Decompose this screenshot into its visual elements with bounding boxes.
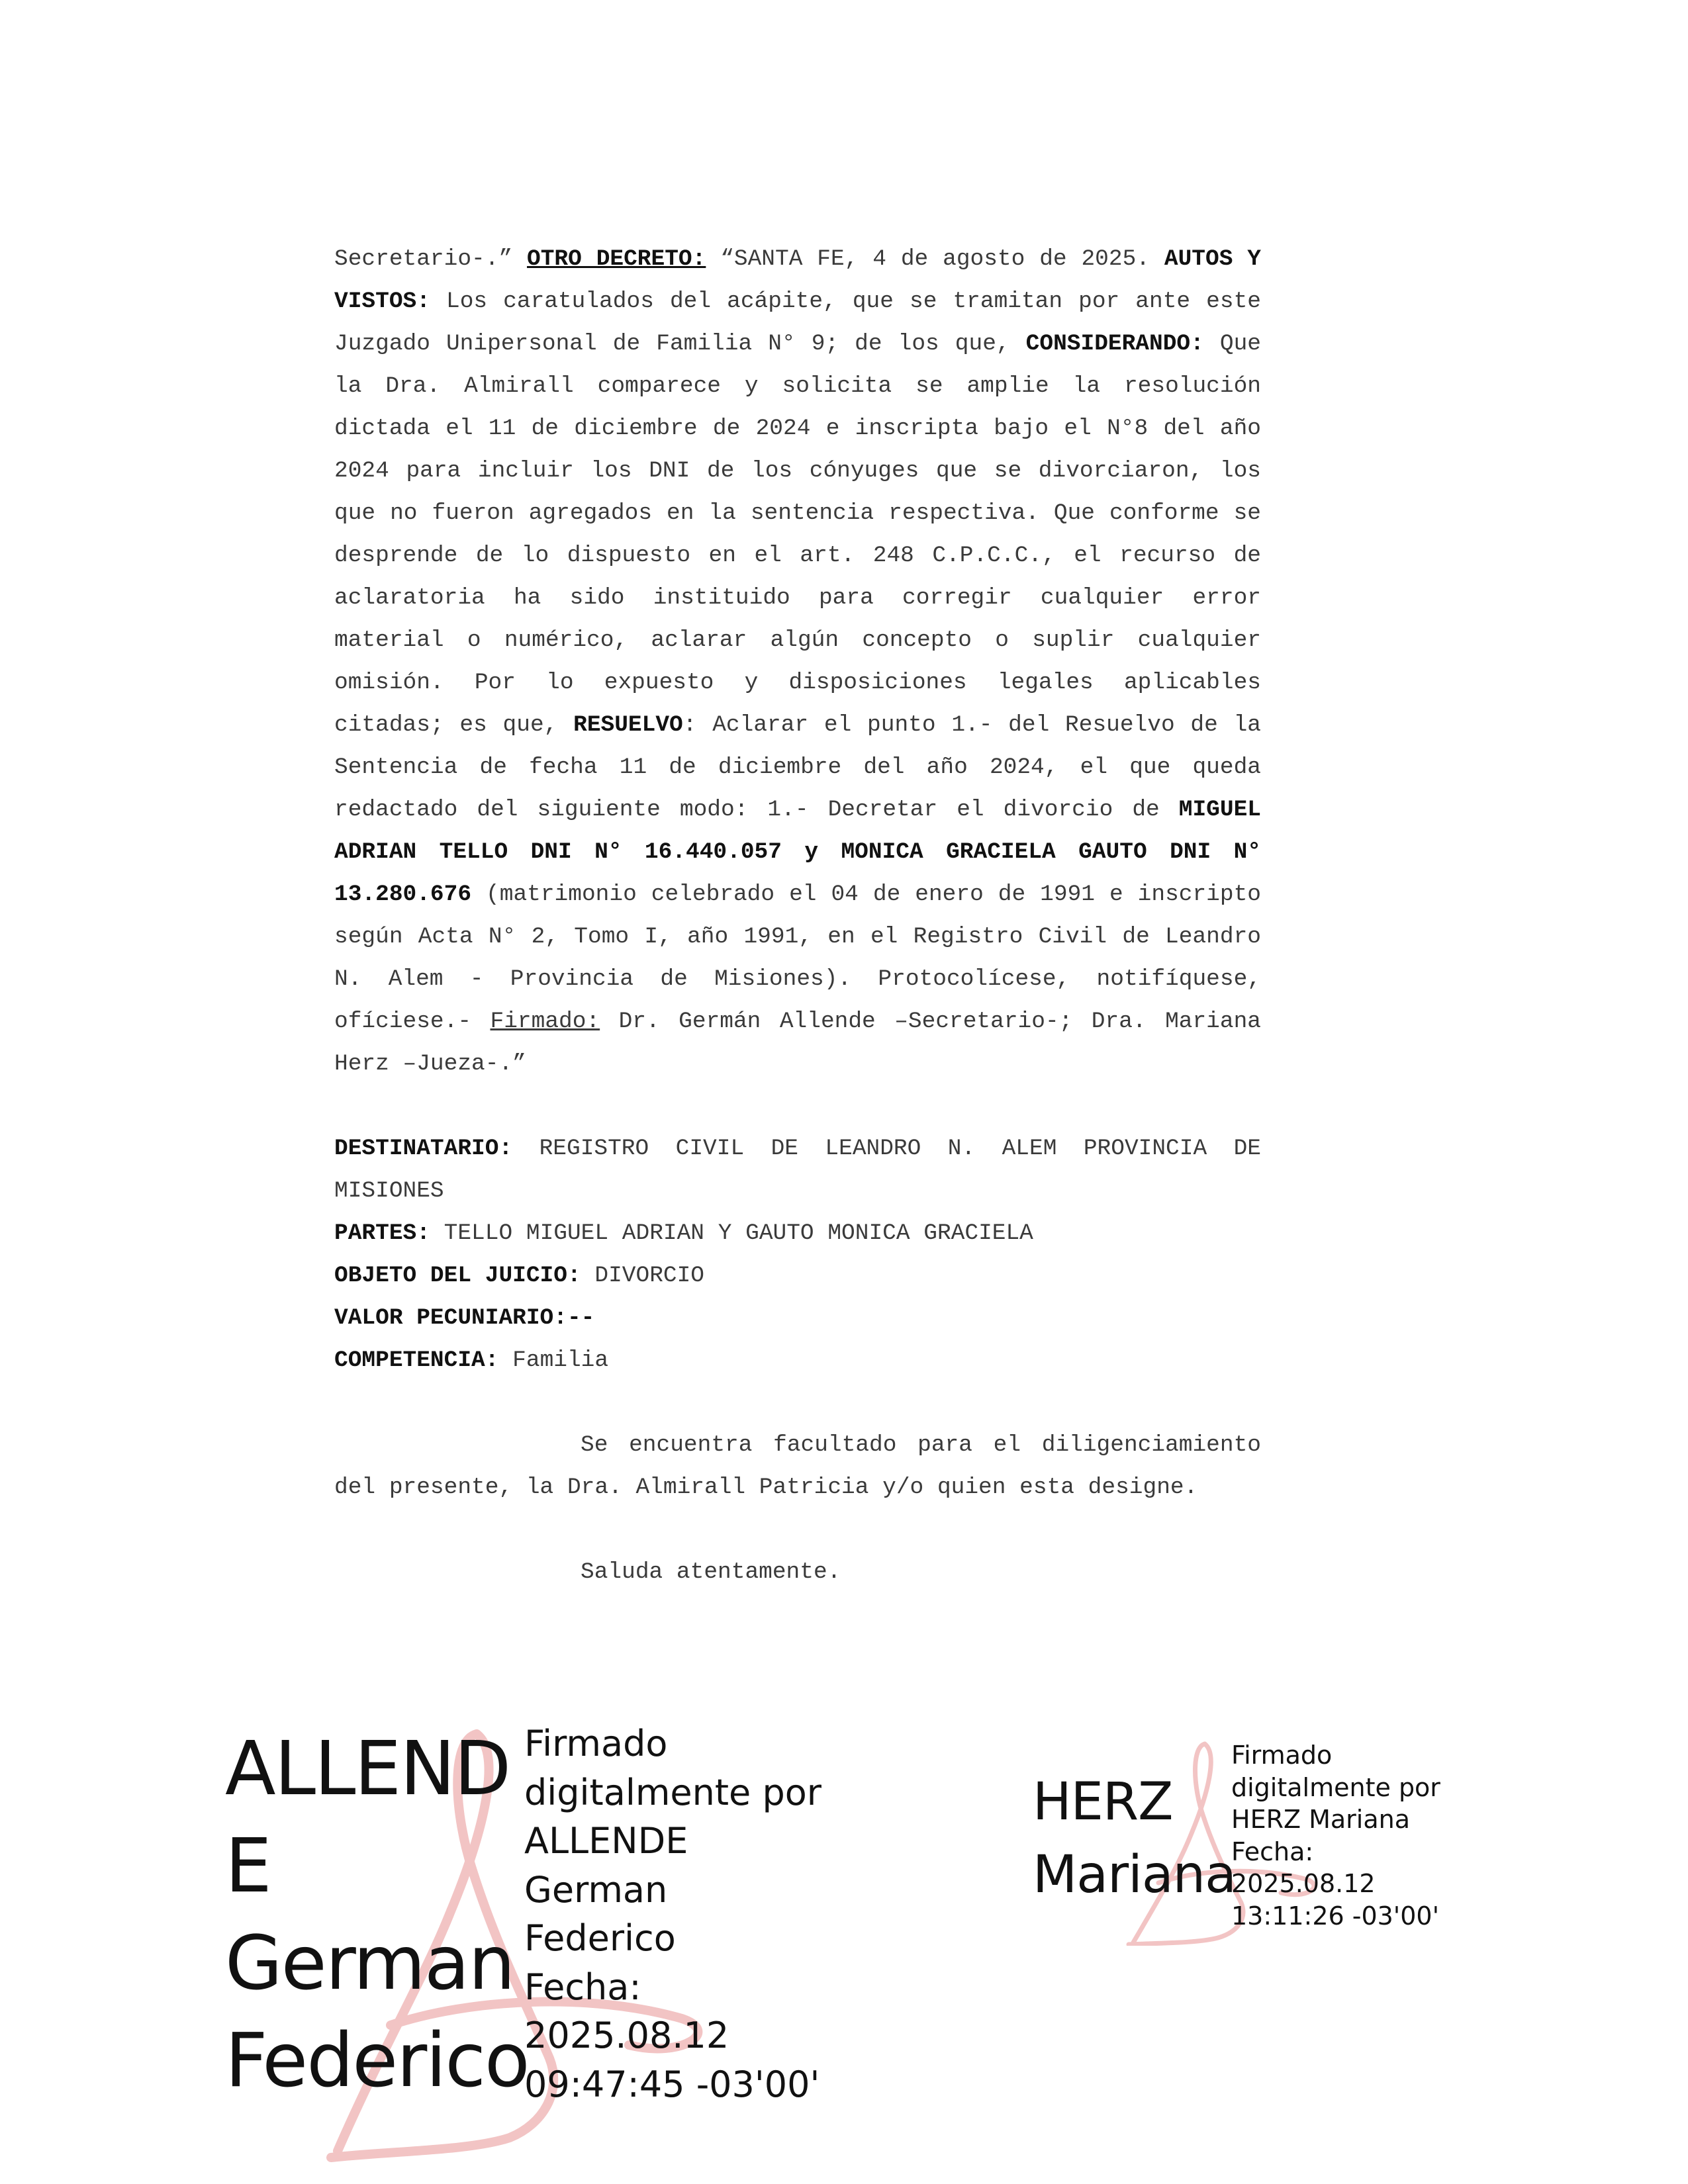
text-run: (matrimonio celebrado el 04 de enero de 1991 e inscripto según Acta N° 2, Tomo I, año 1991, en el Registro Civil de Leandro N. Alem - Provincia de Misiones). Protocolícese, notifíquese, ofíciese.- — [334, 882, 1261, 1034]
destinatario-value: REGISTRO CIVIL DE LEANDRO N. ALEM PROVINCIA DE MISIONES — [334, 1136, 1261, 1204]
text-run: Que la Dra. Almirall comparece y solicita se amplie la resolución dictada el 11 de diciembre de 2024 e inscripta bajo el N°8 del año 2024 para incluir los DNI de los cónyuges que se divorciaron, los que no fueron agregados en la sentencia respectiva. Que conforme se desprende de lo dispuesto en el art. 248 C.P.C.C., el recurso de aclaratoria ha sido instituido para corregir cualquier error material o numérico, aclarar algún concepto o suplir cualquier omisión. Por lo expuesto y disposiciones legales aplicables citadas; es que, — [334, 331, 1261, 738]
detail-line: HERZ Mariana — [1231, 1805, 1411, 1834]
text-run: Dr. Germán Allende –Secretario-; Dra. Mariana Herz –Jueza-.” — [334, 1009, 1261, 1077]
name-line: E — [225, 1823, 271, 1909]
objeto-label: OBJETO DEL JUICIO: — [334, 1263, 581, 1289]
competencia-line — [334, 1340, 1261, 1382]
destinatario-line — [334, 1128, 1261, 1212]
signer-name-herz — [1033, 1766, 1236, 1911]
facultado-text: Se encuentra facultado para el diligenciamiento del presente, la Dra. Almirall Patricia y/o quien esta designe. — [334, 1432, 1261, 1500]
valor-line — [334, 1297, 1261, 1340]
detail-line: Firmado — [1231, 1741, 1333, 1770]
competencia-value: Familia — [498, 1347, 609, 1373]
resuelvo-heading: RESUELVO — [573, 712, 683, 738]
objeto-value: DIVORCIO — [581, 1263, 705, 1289]
detail-line: Federico — [524, 1917, 676, 1959]
name-line: Federico — [225, 2018, 529, 2104]
competencia-label: COMPETENCIA: — [334, 1347, 499, 1373]
saludo-text: Saluda atentamente. — [581, 1559, 841, 1585]
signature-details-allende — [524, 1719, 895, 2109]
name-line: German — [225, 1921, 514, 2007]
case-metadata — [334, 1128, 1261, 1382]
signer-name-allende — [225, 1721, 529, 2110]
facultado-paragraph — [334, 1424, 1261, 1509]
detail-line: ALLENDE — [524, 1820, 688, 1862]
detail-line: Firmado — [524, 1723, 668, 1764]
detail-line: Fecha: — [1231, 1837, 1314, 1866]
text-run: Los caratulados del acápite, que se tramitan por ante este Juzgado Unipersonal de Familia N° 9; de los que, — [334, 289, 1261, 357]
detail-line: 13:11:26 -03'00' — [1231, 1901, 1440, 1931]
text-run: “SANTA FE, 4 de agosto de 2025. — [706, 246, 1164, 272]
detail-line: digitalmente por — [524, 1771, 821, 1813]
firmado-label: Firmado: — [490, 1009, 600, 1034]
name-line: Mariana — [1033, 1845, 1236, 1905]
name-line: ALLEND — [225, 1726, 510, 1812]
parties-names: MIGUEL ADRIAN TELLO DNI N° 16.440.057 y MONICA GRACIELA GAUTO DNI N° 13.280.676 — [334, 797, 1261, 907]
decree-paragraph — [334, 238, 1261, 1085]
detail-line: Fecha: — [524, 1966, 641, 2008]
objeto-line — [334, 1255, 1261, 1297]
document-body — [334, 238, 1261, 1594]
considerando-heading: CONSIDERANDO: — [1025, 331, 1204, 357]
text-run: : Aclarar el punto 1.- del Resuelvo de la Sentencia de fecha 11 de diciembre del año 2024, el que queda redactado del siguiente modo: 1.- Decretar el divorcio de — [334, 712, 1261, 823]
signature-details-herz — [1231, 1739, 1470, 1932]
detail-line: 2025.08.12 — [524, 2015, 729, 2056]
detail-line: digitalmente por — [1231, 1772, 1440, 1802]
otro-decreto-heading: OTRO DECRETO: — [527, 246, 706, 272]
text-run: Secretario-.” — [334, 246, 528, 272]
detail-line: 2025.08.12 — [1231, 1869, 1376, 1898]
partes-line — [334, 1212, 1261, 1255]
name-line: HERZ — [1033, 1772, 1173, 1832]
detail-line: 09:47:45 -03'00' — [524, 2063, 820, 2105]
detail-line: German — [524, 1868, 668, 1911]
partes-label: PARTES: — [334, 1220, 430, 1246]
saludo-line — [334, 1551, 1261, 1594]
valor-label: VALOR PECUNIARIO:-- — [334, 1305, 595, 1331]
partes-value: TELLO MIGUEL ADRIAN Y GAUTO MONICA GRACIELA — [430, 1220, 1033, 1246]
autos-y-vistos-heading: AUTOS Y VISTOS: — [334, 246, 1261, 314]
destinatario-label: DESTINATARIO: — [334, 1136, 513, 1161]
